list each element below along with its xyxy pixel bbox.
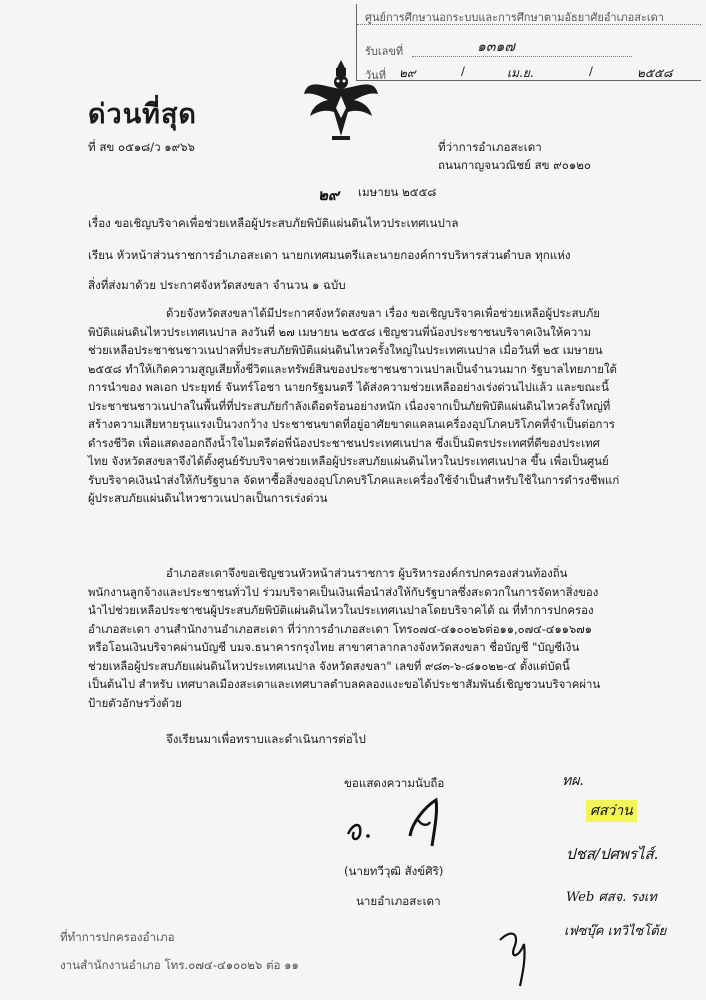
paragraph-line: หรือโอนเงินบริจาคผ่านบัญชี บมจ.ธนาคารกรุงไทย สาขาศาลากลางจังหวัดสงขลา ชื่อบัญชี "บัญชีเงิน bbox=[88, 640, 580, 654]
stamp-recv-label: รับเลขที่ bbox=[365, 45, 404, 58]
handwritten-line-1: ปชส/ปศพรไส์. bbox=[566, 845, 659, 863]
paragraph-line: รับบริจาคเงินนำส่งให้กับรัฐบาล จัดหาซื้อสิ่งของอุปโภคบริโภคและเครื่องใช้จำเป็นสำหรับใช้ในการดำรงชีพแก่ bbox=[88, 472, 620, 487]
document-number: ที่ สข ๐๕๑๘/ว ๑๙๖๖ bbox=[88, 140, 195, 154]
initials-scribble-icon bbox=[490, 920, 550, 990]
handwritten-highlight: ศสว่าน bbox=[586, 800, 637, 822]
garuda-emblem-icon bbox=[302, 56, 380, 144]
paragraph-line: ๒๕๕๘ ทำให้เกิดความสูญเสียทั้งชีวิตและทรัพย์สินของประชาชนชาวเนปาลเป็นจำนวนมาก รัฐบาลไทยภายใต้ bbox=[88, 361, 617, 376]
office-address: ถนนกาญจนวณิชย์ สข ๙๐๑๒๐ bbox=[438, 158, 591, 172]
paragraph-line: พิบัติแผ่นดินไหวประเทศเนปาล ลงวันที่ ๒๗ เมษายน ๒๕๕๘ เชิญชวนพี่น้องประชาชนบริจาคเงินให้ความ bbox=[88, 324, 592, 339]
footer-contact: งานสำนักงานอำเภอ โทร.๐๗๔-๔๑๐๐๒๖ ต่อ ๑๑ bbox=[60, 958, 299, 972]
paragraph-line: อำเภอสะเดา งานสำนักงานอำเภอสะเดา ที่ว่าการอำเภอสะเดา โทร๐๗๔-๔๑๐๐๒๖ต่อ๑๑,๐๗๔-๔๑๑๖๗๑ bbox=[88, 621, 592, 636]
office-name: ที่ว่าการอำเภอสะเดา bbox=[438, 140, 542, 154]
closing-line: จึงเรียนมาเพื่อทราบและดำเนินการต่อไป bbox=[166, 732, 366, 746]
subject-line: เรื่อง ขอเชิญบริจาคเพื่อช่วยเหลือผู้ประสบภัยพิบัติแผ่นดินไหวประเทศเนปาล bbox=[88, 216, 459, 230]
paragraph-line: ป้ายตัวอักษรวิ่งด้วย bbox=[88, 695, 182, 710]
paragraph-line: พนักงานลูกจ้างและประชาชนทั่วไป ร่วมบริจาคเป็นเงินเพื่อนำส่งให้กับรัฐบาลซึ่งสะดวกในการจัดหาสิ่งของ bbox=[88, 584, 599, 599]
handwritten-line-2: Web ศสจ. รงเท bbox=[566, 890, 657, 905]
paragraph-line: ประชาชนชาวเนปาลในพื้นที่ที่ประสบภัยกำลังเดือดร้อนอย่างหนัก เนื่องจากเป็นภัยพิบัติแผ่นดินไหวครั้งใหญ่ที่ bbox=[88, 398, 611, 413]
paragraph-line: เป็นต้นไป สำหรับ เทศบาลเมืองสะเดาและเทศบาลตำบลคลองแงะขอได้ประชาสัมพันธ์เชิญชวนบริจาคผ่าน bbox=[88, 677, 601, 691]
paragraph-line: ด้วยจังหวัดสงขลาได้มีประกาศจังหวัดสงขลา เรื่อง ขอเชิญบริจาคเพื่อช่วยเหลือผู้ประสบภัย bbox=[166, 306, 600, 320]
footer-office: ที่ทำการปกครองอำเภอ bbox=[60, 930, 175, 944]
body-paragraph-2 bbox=[88, 566, 654, 711]
paragraph-line: ดำรงชีวิต เพื่อแสดงออกถึงน้ำใจไมตรีต่อพี่น้องประชาชนประเทศเนปาล ซึ่งเป็นมิตรประเทศที่ดีของประเทศ bbox=[88, 435, 600, 450]
paragraph-line: อำเภอสะเดาจึงขอเชิญชวนหัวหน้าส่วนราชการ ผู้บริหารองค์กรปกครองส่วนท้องถิ่น bbox=[166, 566, 568, 580]
recipient-line: เรียน หัวหน้าส่วนราชการอำเภอสะเดา นายกเทศมนตรีและนายกองค์การบริหารส่วนตำบล ทุกแห่ง bbox=[88, 248, 571, 262]
stamp-date-label: วันที่ bbox=[365, 69, 386, 82]
stamp-office: ศูนย์การศึกษานอกระบบและการศึกษาตามอัธยาศัยอำเภอสะเดา bbox=[365, 11, 664, 24]
urgency-heading: ด่วนที่สุด bbox=[88, 99, 197, 130]
paragraph-line: ผู้ประสบภัยแผ่นดินไหวชาวเนปาลเป็นการเร่งด่วน bbox=[88, 491, 328, 505]
date-day: ๒๙ bbox=[318, 186, 339, 204]
stamp-date-year: ๒๕๕๘ bbox=[637, 66, 673, 80]
paragraph-line: ช่วยเหลือประชาชนชาวเนปาลที่ประสบภัยพิบัติแผ่นดินไหวครั้งใหญ่ในประเทศเนปาล เมื่อวันที่ ๒๕ เมษายน bbox=[88, 343, 603, 357]
signer-name: (นายทวีวุฒิ สังข์ศิริ) bbox=[344, 864, 444, 878]
received-stamp: ศูนย์การศึกษานอกระบบและการศึกษาตามอัธยาศัยอำเภอสะเดา รับเลขที่ ๑๓๑๗ วันที่ ๒๙ / เม.ย. / ๒๕๕๘ bbox=[356, 4, 701, 81]
signature-icon bbox=[340, 792, 470, 852]
body-paragraph-1 bbox=[88, 306, 654, 506]
paragraph-line: การนำของ พลเอก ประยุทธ์ จันทร์โอชา นายกรัฐมนตรี ได้ส่งความช่วยเหลืออย่างเร่งด่วนไปแล้ว และขณะนี้ bbox=[88, 380, 609, 394]
enclosure-line: สิ่งที่ส่งมาด้วย ประกาศจังหวัดสงขลา จำนวน ๑ ฉบับ bbox=[88, 278, 346, 292]
paragraph-line: นำไปช่วยเหลือประชาชนผู้ประสบภัยพิบัติแผ่นดินไหวในประเทศเนปาลโดยบริจาคได้ ณ ที่ทำการปกครอง bbox=[88, 603, 594, 617]
paragraph-line: ช่วยเหลือผู้ประสบภัยแผ่นดินไหวประเทศเนปาล จังหวัดสงขลา" เลขที่ ๙๘๓-๖-๘๑๐๒๒-๔ ตั้งแต่บัดนี้ bbox=[88, 658, 570, 673]
stamp-date-day: ๒๙ bbox=[399, 66, 416, 80]
handwritten-note-initials: ทผ. bbox=[562, 773, 584, 789]
stamp-recv-number: ๑๓๑๗ bbox=[477, 39, 515, 55]
paragraph-line: สร้างความเสียหายรุนแรงเป็นวงกว้าง ประชาชนขาดที่อยู่อาศัยขาดแคลนเครื่องอุปโภคบริโภคที่จำเป็นต่อการ bbox=[88, 417, 615, 431]
paragraph-line: ไทย จังหวัดสงขลาจึงได้ตั้งศูนย์รับบริจาคช่วยเหลือผู้ประสบภัยแผ่นดินไหวในประเทศเนปาล ขึ้น เพื่อเป็นศูนย์ bbox=[88, 454, 609, 468]
date-month-year: เมษายน ๒๕๕๘ bbox=[358, 185, 437, 199]
regards-line: ขอแสดงความนับถือ bbox=[344, 776, 445, 790]
stamp-date-month: เม.ย. bbox=[507, 66, 534, 80]
signer-title: นายอำเภอสะเดา bbox=[356, 894, 441, 908]
handwritten-line-3: เฟซบุ๊ค เทวิไซโต้ย bbox=[564, 924, 667, 939]
